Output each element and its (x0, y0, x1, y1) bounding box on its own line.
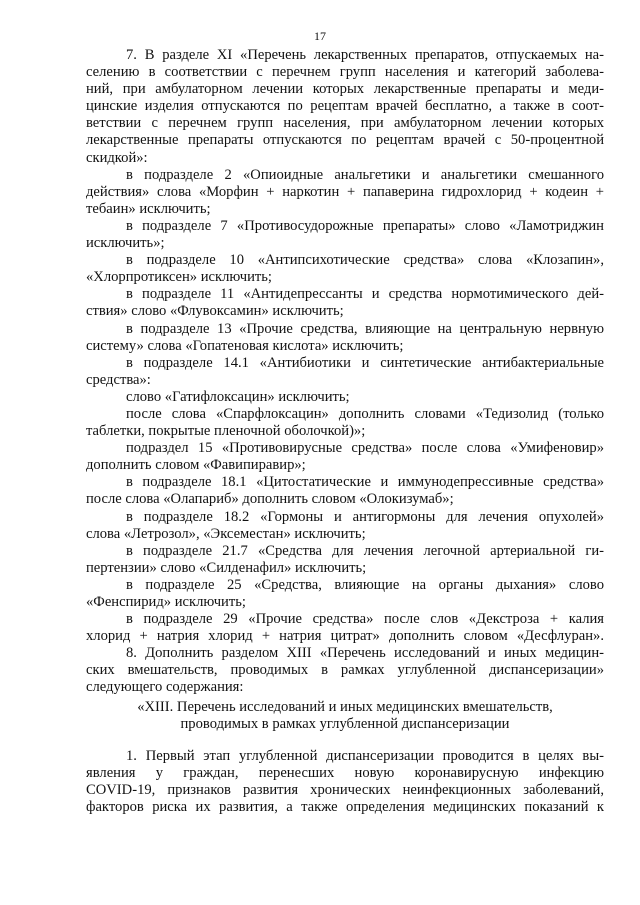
text-line: пертензии» слово «Силденафил» исключить; (86, 559, 367, 576)
text-line: в подразделе 29 «Прочие средства» после слов «Декстроза + калия (126, 611, 604, 628)
text-line: в подразделе 25 «Средства, влияющие на органы дыхания» слово (126, 576, 604, 593)
text-line: явления у граждан, перенесших новую коронавирусную инфекцию (86, 764, 604, 781)
text-line: ний, при амбулаторном лечении которых лекарственные препараты и меди- (86, 81, 604, 98)
text-line: ствия» слово «Флувоксамин» исключить; (86, 303, 344, 320)
section-heading-line: «XIII. Перечень исследований и иных медицинских вмешательств, (137, 698, 553, 715)
text-line: ских вмешательств, проводимых в рамках углубленной диспансеризации» (86, 662, 604, 679)
section-body-text (86, 748, 604, 816)
section-heading (86, 699, 604, 733)
text-line: после слова «Олапариб» дополнить словом «Олокизумаб»; (86, 491, 454, 508)
text-line: в подразделе 13 «Прочие средства, влияющие на центральную нервную (126, 320, 604, 337)
text-line: в подразделе 2 «Опиоидные анальгетики и анальгетики смешанного (126, 166, 604, 183)
text-line: слова «Летрозол», «Эксеместан» исключить; (86, 525, 366, 542)
amendment-text (86, 47, 604, 697)
text-line: слово «Гатифлоксацин» исключить; (126, 388, 350, 405)
text-line: лекарственные препараты отпускаются по рецептам врачей с 50-процентной (86, 132, 604, 149)
text-line: 1. Первый этап углубленной диспансеризации проводится в целях вы- (126, 747, 604, 764)
text-line: в подразделе 7 «Противосудорожные препараты» слово «Ламотриджин (126, 217, 604, 234)
text-line: селению в соответствии с перечнем групп населения и категорий заболева- (86, 64, 604, 81)
text-line: действия» слова «Морфин + наркотин + папаверина гидрохлорид + кодеин + (86, 183, 604, 200)
page-number: 17 (314, 29, 326, 43)
text-line: цинские изделия отпускаются по рецептам врачей бесплатно, а также в соот- (86, 98, 604, 115)
text-line: в подразделе 18.2 «Гормоны и антигормоны для лечения опухолей» (126, 508, 604, 525)
document-body (86, 47, 604, 816)
text-line: «Фенспирид» исключить; (86, 594, 246, 610)
text-line: после слова «Спарфлоксацин» дополнить словами «Тедизолид (только (126, 405, 604, 422)
text-line: подраздел 15 «Противовирусные средства» после слова «Умифеновир» (126, 440, 604, 457)
text-line: таблетки, покрытые пленочной оболочкой)»; (86, 423, 366, 440)
text-line: 8. Дополнить разделом XIII «Перечень исследований и иных медицин- (126, 645, 604, 662)
text-line: средства»: (86, 371, 151, 388)
section-heading-line: проводимых в рамках углубленной диспансеризации (180, 715, 510, 732)
text-line: хлорид + натрия хлорид + натрия цитрат» дополнить словом «Десфлуран». (86, 628, 604, 645)
text-line: тебаин» исключить; (86, 200, 211, 217)
text-line: следующего содержания: (86, 679, 244, 696)
text-line: исключить»; (86, 235, 165, 252)
text-line: в подразделе 11 «Антидепрессанты и средства нормотимического дей- (126, 286, 604, 303)
text-line: в подразделе 10 «Антипсихотические средства» слова «Клозапин», (126, 252, 604, 269)
text-line: дополнить словом «Фавипиравир»; (86, 457, 306, 474)
text-line: в подразделе 18.1 «Цитостатические и иммунодепрессивные средства» (126, 474, 604, 491)
text-line: 7. В разделе XI «Перечень лекарственных препаратов, отпускаемых на- (126, 47, 604, 63)
text-line: в подразделе 21.7 «Средства для лечения легочной артериальной ги- (126, 542, 604, 559)
text-line: ветствии с перечнем групп населения, при амбулаторном лечении которых (86, 115, 604, 132)
text-line: в подразделе 14.1 «Антибиотики и синтетические антибактериальные (126, 354, 604, 371)
text-line: «Хлорпротиксен» исключить; (86, 269, 272, 286)
text-line: COVID-19, признаков развития хронических неинфекционных заболеваний, (86, 781, 604, 798)
text-line: скидкой»: (86, 149, 148, 166)
text-line: факторов риска их развития, а также определения медицинских показаний к (86, 799, 604, 816)
text-line: систему» слова «Гопатеновая кислота» исключить; (86, 337, 404, 354)
